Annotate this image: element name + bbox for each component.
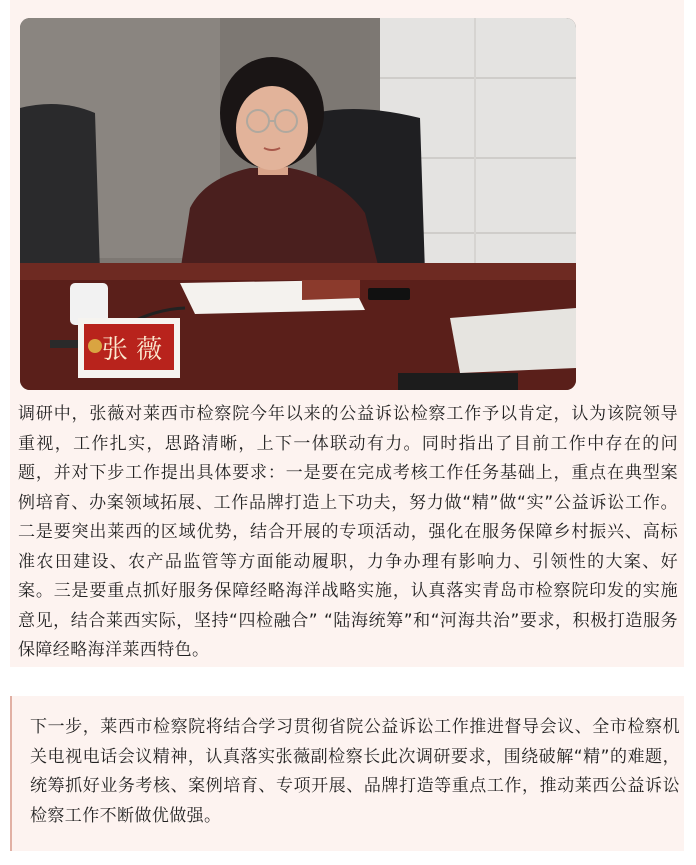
- paragraph-next-steps: 下一步，莱西市检察院将结合学习贯彻省院公益诉讼工作推进督导会议、全市检察机关电视电话会议精神，认真落实张薇副检察长此次调研要求，围绕破解“精”的难题，统筹抓好业务考核、案例培育、专项开展、品牌打造等重点工作，推动莱西公益诉讼检察工作不断做优做强。: [30, 717, 680, 826]
- nameplate-text: 张 薇: [101, 335, 163, 365]
- paragraph-research-comments: 调研中，张薇对莱西市检察院今年以来的公益诉讼检察工作予以肯定，认为该院领导重视，工作扎实，思路清晰，上下一体联动有力。同时指出了目前工作中存在的问题，并对下步工作提出具体要求：一是要在完成考核工作任务基础上，重点在典型案例培育、办案领域拓展、工作品牌打造上下功夫，努力做“精”做“实”公益诉讼工作。二是要突出莱西的区域优势，结合开展的专项活动，强化在服务保障乡村振兴、高标准农田建设、农产品监管等方面能动履职，力争办理有影响力、引领性的大案、好案。三是要重点抓好服务保障经略海洋战略实施，认真落实青岛市检察院印发的实施意见，结合莱西实际，坚持“四检融合” “陆海统筹”和“河海共治”要求，积极打造服务保障经略海洋莱西特色。: [18, 404, 678, 660]
- meeting-photo: [20, 18, 576, 390]
- accent-bar: [10, 696, 12, 851]
- photo-illustration: [20, 18, 576, 390]
